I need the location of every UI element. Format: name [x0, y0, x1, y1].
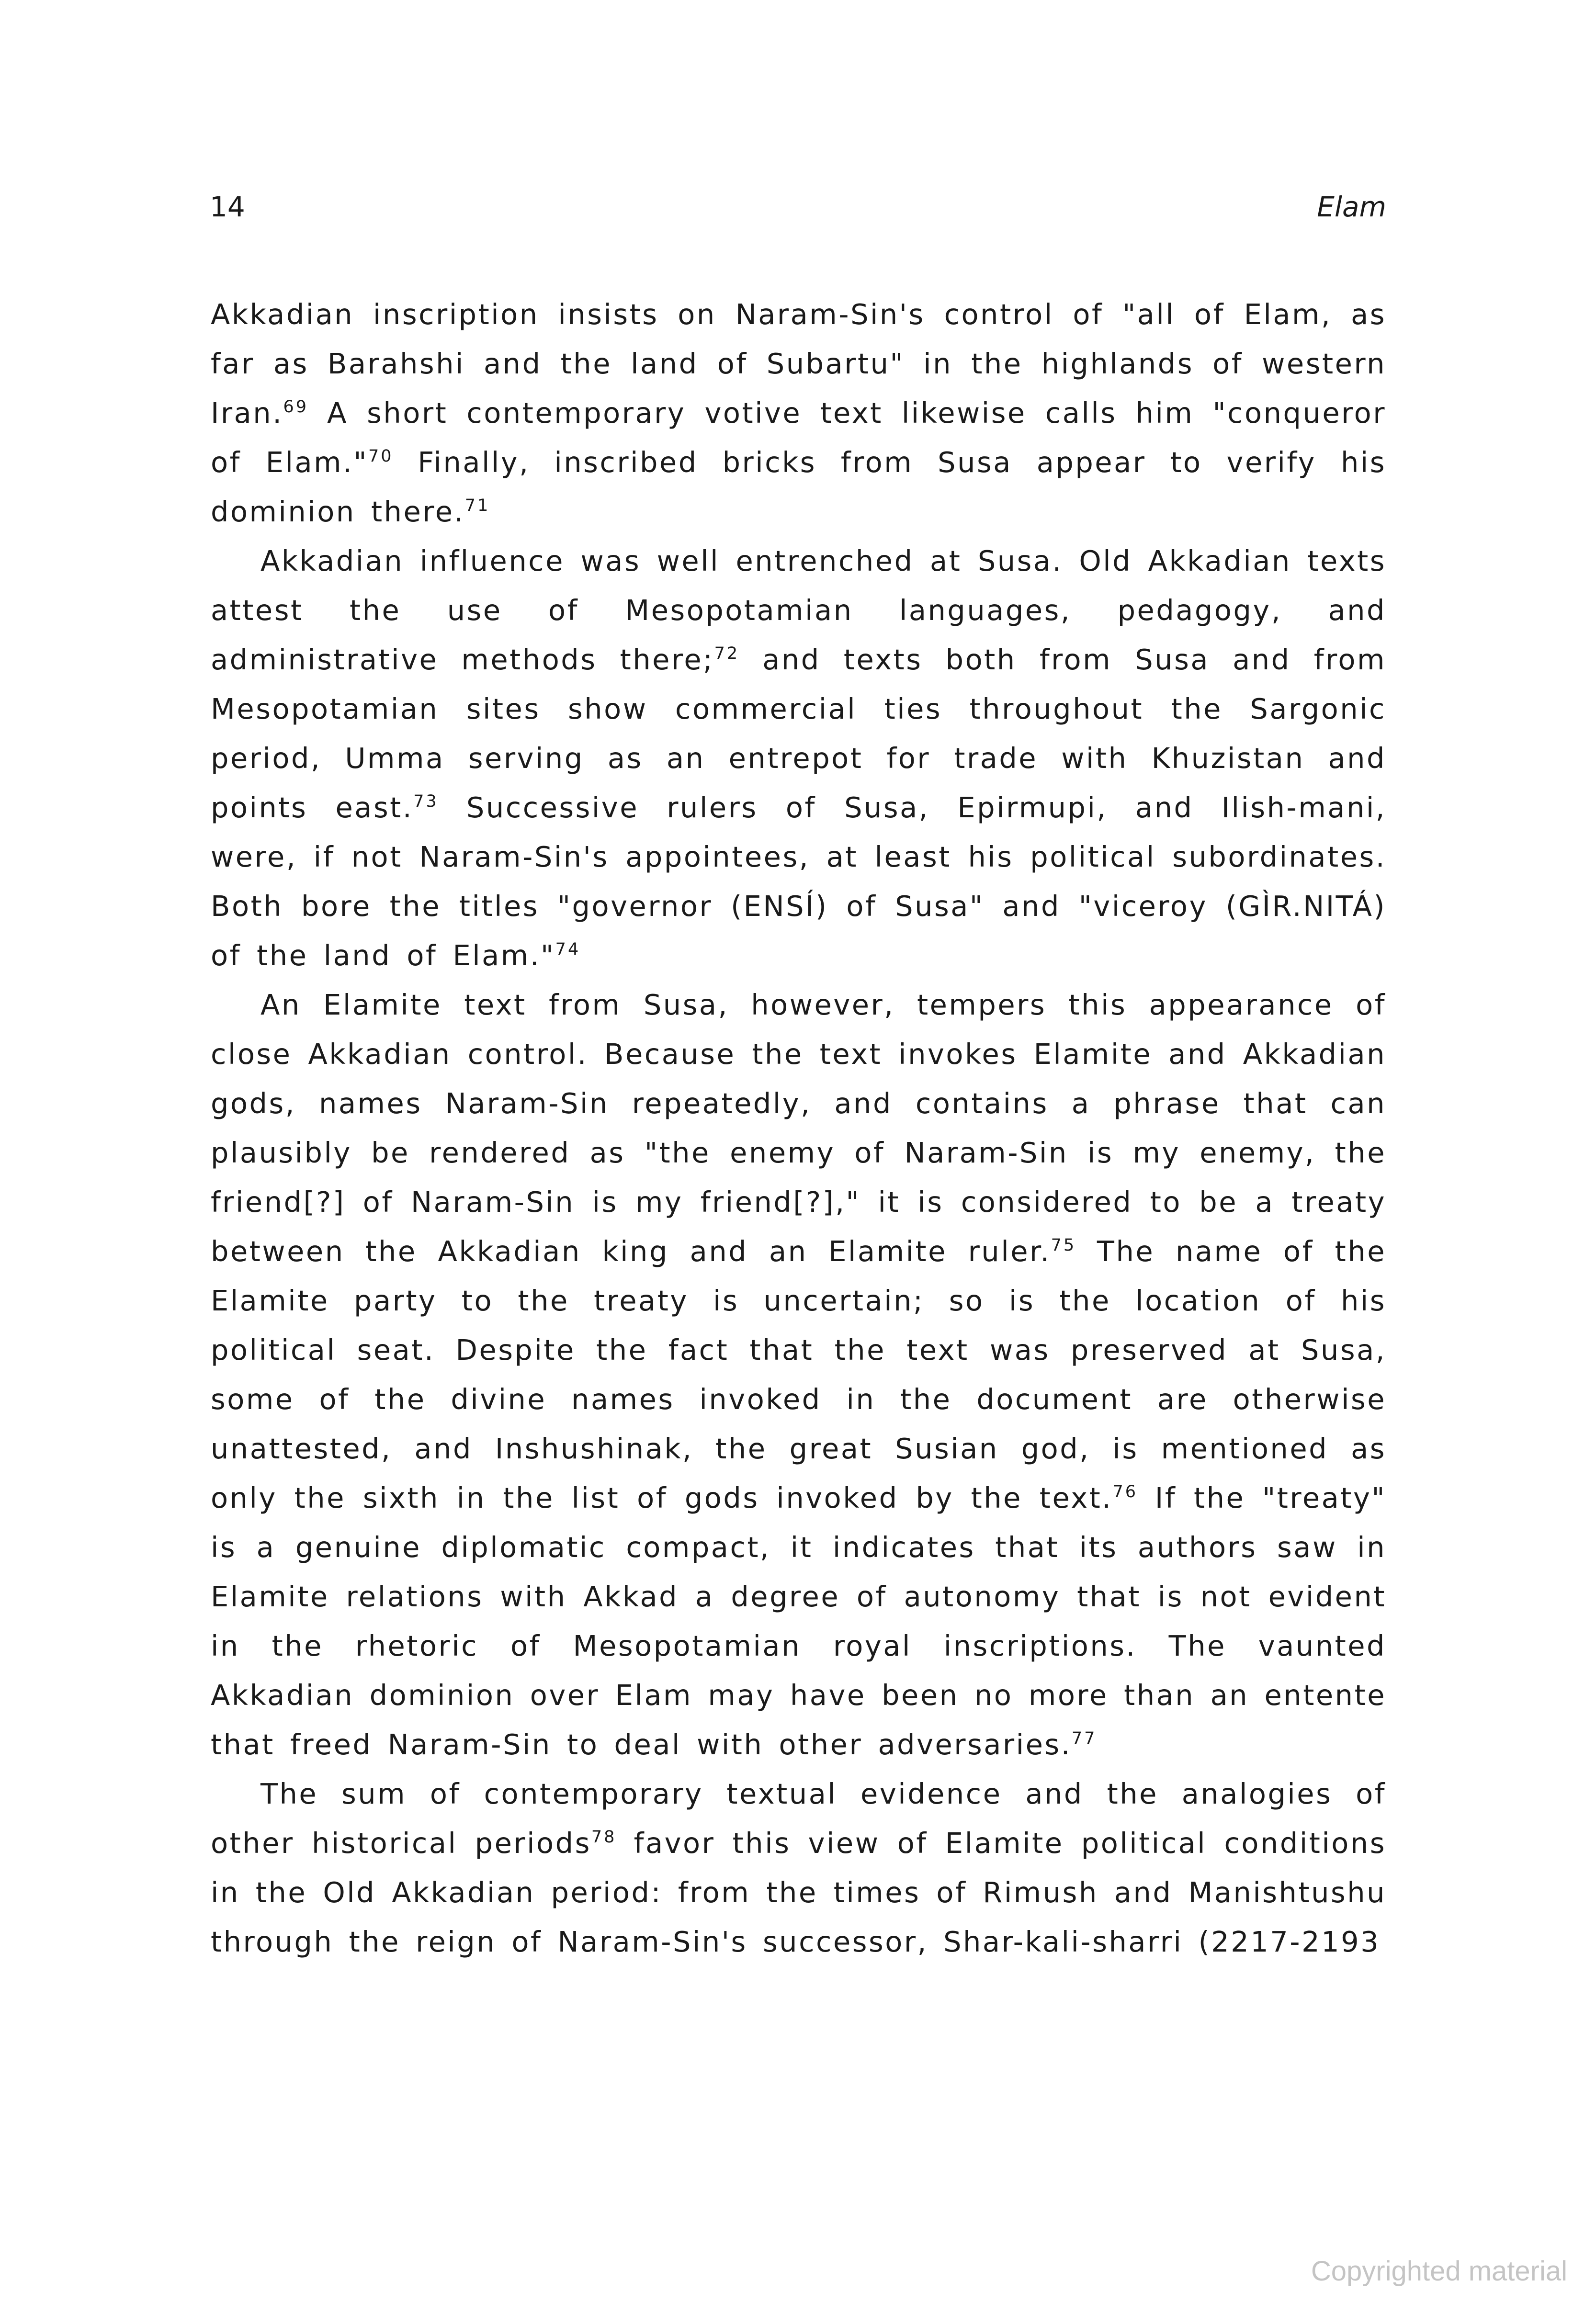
- text-segment: Finally, inscribed bricks from Susa appear to verify his dominion there.: [211, 446, 1386, 528]
- body-text: [211, 290, 1386, 1966]
- text-segment: The sum of contemporary textual evidence and the analogies of other historical periods: [211, 1777, 1386, 1860]
- footnote-ref-76: 76: [1112, 1482, 1138, 1501]
- page-number: 14: [210, 191, 245, 223]
- text-segment: favor this view of Elamite political conditions in the Old Akkadian period: from the times of Rimush and Manishtushu through the reign of Naram-Sin's successor, Shar-kali-sharri (2217-2193: [211, 1827, 1387, 1958]
- paragraph-2: [211, 536, 1386, 980]
- copyright-watermark: Copyrighted material: [1311, 2256, 1567, 2287]
- footnote-ref-70: 70: [368, 447, 394, 466]
- text-segment: An Elamite text from Susa, however, tempers this appearance of close Akkadian control. Because the text invokes Elamite and Akkadian gods, names Naram-Sin repeatedly, and contains a phrase that can plausibly be rendered as "the enemy of Naram-Sin is my enemy, the friend[?] of Naram-Sin is my friend[?]," it is considered to be a treaty between the Akkadian king and an Elamite ruler.: [211, 988, 1386, 1268]
- text-segment: Successive rulers of Susa, Epirmupi, and Ilish-mani, were, if not Naram-Sin's appointees, at least his political subordinates. Both bore the titles "governor (ENSÍ) of Susa" and "viceroy (GÌR.NITÁ) of the land of Elam.": [211, 791, 1386, 972]
- footnote-ref-73: 73: [413, 792, 439, 811]
- footnote-ref-72: 72: [714, 644, 740, 663]
- footnote-ref-69: 69: [283, 397, 309, 417]
- paragraph-4: [211, 1769, 1386, 1966]
- text-segment: Akkadian influence was well entrenched at Susa. Old Akkadian texts attest the use of Mesopotamian languages, pedagogy, and administrative methods there;: [211, 544, 1386, 676]
- paragraph-1: [211, 290, 1386, 536]
- running-title: Elam: [1317, 191, 1386, 223]
- text-segment: Akkadian inscription insists on Naram-Sin's control of "all of Elam, as far as Barahshi and the land of Subartu" in the highlands of western Iran.: [211, 298, 1386, 429]
- text-segment: If the "treaty" is a genuine diplomatic compact, it indicates that its authors saw in Elamite relations with Akkad a degree of autonomy that is not evident in the rhetoric of Mesopotamian royal inscriptions. The vaunted Akkadian dominion over Elam may have been no more than an entente that freed Naram-Sin to deal with other adversaries.: [211, 1481, 1387, 1761]
- footnote-ref-71: 71: [464, 496, 490, 515]
- text-segment: and texts both from Susa and from Mesopotamian sites show commercial ties throughout the Sargonic period, Umma serving as an entrepot for trade with Khuzistan and points east.: [211, 643, 1386, 824]
- text-segment: A short contemporary votive text likewise calls him "conqueror of Elam.": [211, 396, 1386, 479]
- footnote-ref-74: 74: [555, 940, 581, 959]
- page-header: [210, 191, 1386, 229]
- footnote-ref-78: 78: [591, 1828, 617, 1847]
- text-segment: The name of the Elamite party to the treaty is uncertain; so is the location of his political seat. Despite the fact that the text was preserved at Susa, some of the divine names invoked in the document are otherwise unattested, and Inshushinak, the great Susian god, is mentioned as only the sixth in the list of gods invoked by the text.: [211, 1235, 1387, 1514]
- paragraph-3: [211, 980, 1386, 1769]
- footnote-ref-77: 77: [1071, 1729, 1097, 1748]
- footnote-ref-75: 75: [1051, 1236, 1076, 1255]
